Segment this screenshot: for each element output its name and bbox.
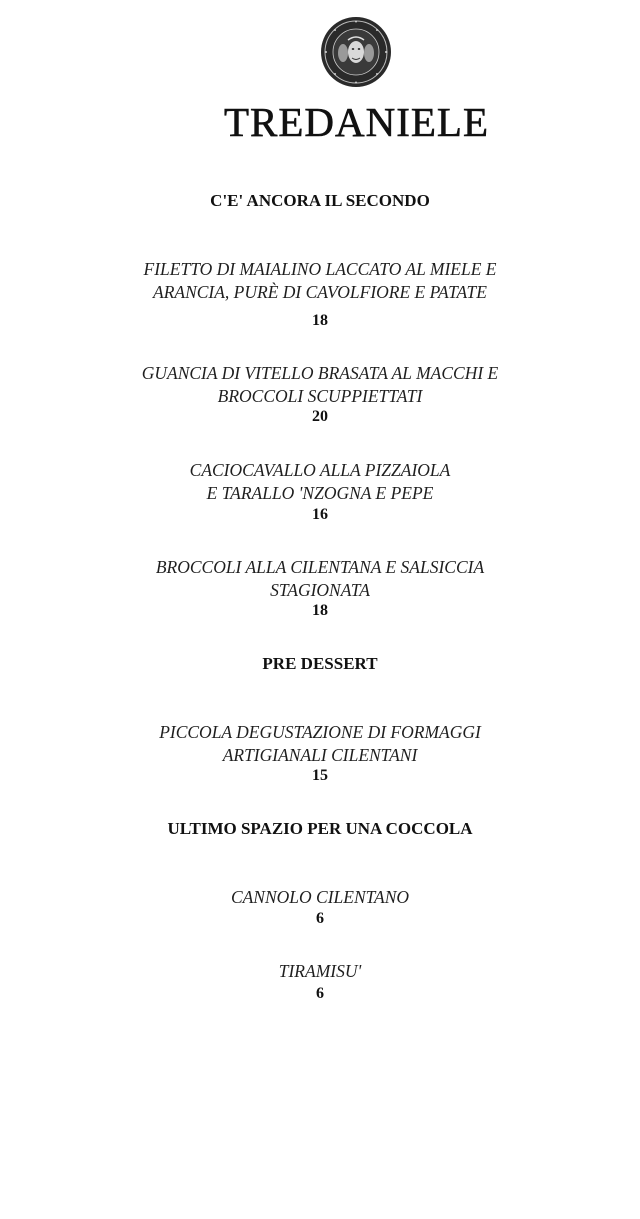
dish-name: [0, 459, 640, 505]
dish-line: STAGIONATA: [270, 580, 370, 600]
logo-seal-emblem: [320, 16, 392, 88]
dish-name: [0, 258, 640, 304]
dish-name: [0, 721, 640, 767]
dish-line: BROCCOLI SCUPPIETTATI: [217, 386, 423, 406]
dish-price: 18: [312, 602, 328, 619]
section-title-secondi: C'E' ANCORA IL SECONDO: [210, 191, 430, 210]
dish-price: 20: [312, 408, 328, 425]
dish-line: CACIOCAVALLO ALLA PIZZAIOLA: [189, 460, 451, 480]
dish-price: 6: [316, 910, 324, 927]
brand-name: TREDANIELE: [223, 99, 490, 145]
dish-line: PICCOLA DEGUSTAZIONE DI FORMAGGI: [159, 722, 481, 742]
dish-price: 6: [316, 985, 324, 1002]
dish-line: ARTIGIANALI CILENTANI: [222, 745, 418, 765]
dish-name: [0, 556, 640, 602]
dish-line: E TARALLO 'NZOGNA E PEPE: [206, 483, 434, 503]
section-title-dolci: ULTIMO SPAZIO PER UNA COCCOLA: [167, 819, 473, 838]
dish-name: CANNOLO CILENTANO: [230, 887, 410, 907]
dish-line: GUANCIA DI VITELLO BRASATA AL MACCHI E: [141, 363, 499, 383]
dish-name: [0, 362, 640, 408]
dish-line: BROCCOLI ALLA CILENTANA E SALSICCIA: [155, 557, 485, 577]
dish-line: FILETTO DI MAIALINO LACCATO AL MIELE E: [143, 259, 497, 279]
dish-price: 18: [312, 312, 328, 329]
dish-line: ARANCIA, PURÈ DI CAVOLFIORE E PATATE: [153, 282, 487, 302]
section-title-pre-dessert: PRE DESSERT: [262, 654, 378, 673]
dish-price: 16: [312, 506, 328, 523]
dish-price: 15: [312, 767, 328, 784]
dish-name: TIRAMISU': [278, 961, 362, 981]
